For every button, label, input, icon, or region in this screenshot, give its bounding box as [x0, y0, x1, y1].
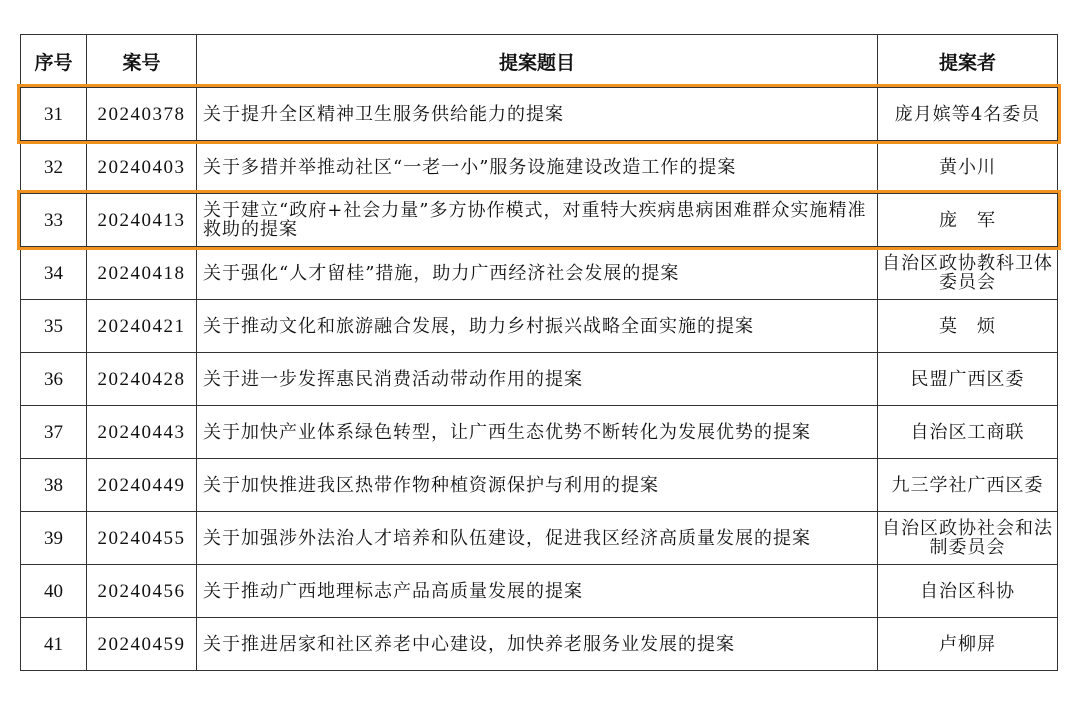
row-case-no: 20240378 [87, 88, 197, 141]
row-title: 关于推动文化和旅游融合发展，助力乡村振兴战略全面实施的提案 [197, 300, 878, 353]
table-row [21, 300, 1058, 353]
table-row [21, 247, 1058, 300]
row-author: 莫 烦 [878, 300, 1058, 353]
table-row [21, 88, 1058, 141]
table-row [21, 353, 1058, 406]
header-title: 提案题目 [197, 35, 878, 88]
row-case-no: 20240428 [87, 353, 197, 406]
row-title: 关于多措并举推动社区“一老一小”服务设施建设改造工作的提案 [197, 141, 878, 194]
proposal-table [20, 34, 1058, 671]
row-case-no: 20240421 [87, 300, 197, 353]
row-no: 37 [21, 406, 87, 459]
row-author: 庞 军 [878, 194, 1058, 247]
row-title: 关于加强涉外法治人才培养和队伍建设，促进我区经济高质量发展的提案 [197, 512, 878, 565]
row-title: 关于提升全区精神卫生服务供给能力的提案 [197, 88, 878, 141]
row-case-no: 20240413 [87, 194, 197, 247]
table-row [21, 406, 1058, 459]
table-row [21, 141, 1058, 194]
header-case-no: 案号 [87, 35, 197, 88]
row-title: 关于推动广西地理标志产品高质量发展的提案 [197, 565, 878, 618]
row-case-no: 20240403 [87, 141, 197, 194]
table-body [21, 88, 1058, 671]
row-no: 38 [21, 459, 87, 512]
row-no: 36 [21, 353, 87, 406]
row-author: 自治区政协教科卫体委员会 [878, 247, 1058, 300]
row-case-no: 20240459 [87, 618, 197, 671]
row-author: 黄小川 [878, 141, 1058, 194]
row-no: 41 [21, 618, 87, 671]
row-author: 自治区工商联 [878, 406, 1058, 459]
row-title: 关于强化“人才留桂”措施，助力广西经济社会发展的提案 [197, 247, 878, 300]
row-author: 自治区科协 [878, 565, 1058, 618]
row-case-no: 20240443 [87, 406, 197, 459]
row-no: 31 [21, 88, 87, 141]
row-title: 关于加快推进我区热带作物种植资源保护与利用的提案 [197, 459, 878, 512]
header-no: 序号 [21, 35, 87, 88]
row-no: 34 [21, 247, 87, 300]
row-no: 40 [21, 565, 87, 618]
row-author: 卢柳屏 [878, 618, 1058, 671]
row-author: 民盟广西区委 [878, 353, 1058, 406]
row-author: 九三学社广西区委 [878, 459, 1058, 512]
row-case-no: 20240456 [87, 565, 197, 618]
row-title: 关于推进居家和社区养老中心建设，加快养老服务业发展的提案 [197, 618, 878, 671]
row-title: 关于进一步发挥惠民消费活动带动作用的提案 [197, 353, 878, 406]
row-case-no: 20240449 [87, 459, 197, 512]
table-header-row [21, 35, 1058, 88]
row-title: 关于建立“政府+社会力量”多方协作模式，对重特大疾病患病困难群众实施精准救助的提案 [197, 194, 878, 247]
table-row [21, 459, 1058, 512]
row-no: 32 [21, 141, 87, 194]
row-no: 35 [21, 300, 87, 353]
row-title: 关于加快产业体系绿色转型，让广西生态优势不断转化为发展优势的提案 [197, 406, 878, 459]
row-no: 33 [21, 194, 87, 247]
table-row [21, 194, 1058, 247]
row-case-no: 20240418 [87, 247, 197, 300]
row-author: 自治区政协社会和法制委员会 [878, 512, 1058, 565]
table-row [21, 512, 1058, 565]
row-author: 庞月嫔等4名委员 [878, 88, 1058, 141]
header-author: 提案者 [878, 35, 1058, 88]
row-case-no: 20240455 [87, 512, 197, 565]
row-no: 39 [21, 512, 87, 565]
table-row [21, 565, 1058, 618]
proposal-table-wrapper [20, 34, 1057, 671]
table-row [21, 618, 1058, 671]
